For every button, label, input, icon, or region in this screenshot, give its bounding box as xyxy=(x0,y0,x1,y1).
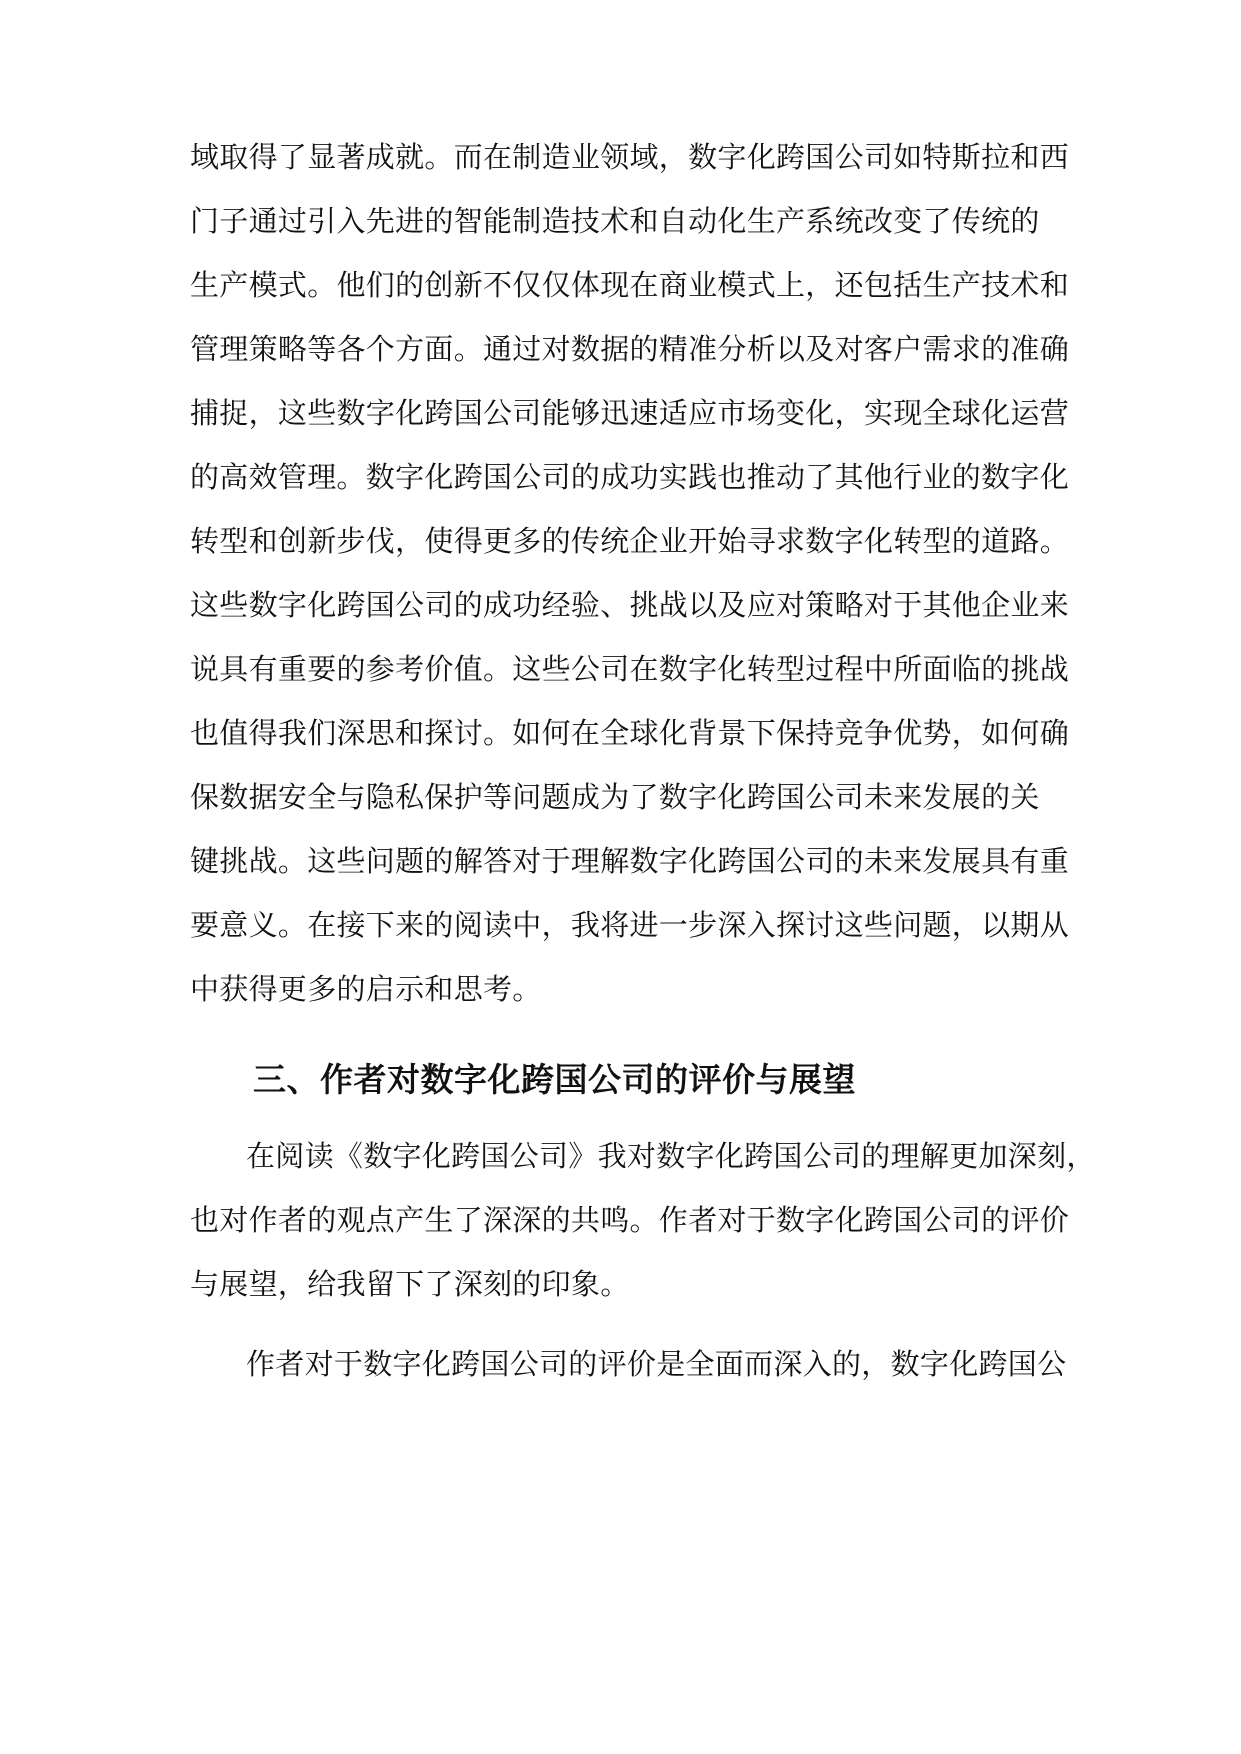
text-line: 中获得更多的启示和思考。 xyxy=(190,972,542,1006)
section-heading: 三、作者对数字化跨国公司的评价与展望 xyxy=(253,1060,856,1099)
text-line: 在阅读《数字化跨国公司》我对数字化跨国公司的理解更加深刻， xyxy=(246,1139,1096,1173)
text-line: 与展望，给我留下了深刻的印象。 xyxy=(190,1267,630,1301)
text-line: 捕捉，这些数字化跨国公司能够迅速适应市场变化，实现全球化运营 xyxy=(190,396,1070,430)
text-line: 这些数字化跨国公司的成功经验、挑战以及应对策略对于其他企业来 xyxy=(190,588,1070,622)
text-line: 生产模式。他们的创新不仅仅体现在商业模式上，还包括生产技术和 xyxy=(190,268,1070,302)
text-line: 键挑战。这些问题的解答对于理解数字化跨国公司的未来发展具有重 xyxy=(190,844,1070,878)
text-line: 说具有重要的参考价值。这些公司在数字化转型过程中所面临的挑战 xyxy=(190,652,1070,686)
text-line: 域取得了显著成就。而在制造业领域，数字化跨国公司如特斯拉和西 xyxy=(190,140,1070,174)
text-line: 也值得我们深思和探讨。如何在全球化背景下保持竞争优势，如何确 xyxy=(190,716,1070,750)
text-line: 要意义。在接下来的阅读中，我将进一步深入探讨这些问题，以期从 xyxy=(190,908,1070,942)
text-line: 保数据安全与隐私保护等问题成为了数字化跨国公司未来发展的关 xyxy=(190,780,1040,814)
text-line: 作者对于数字化跨国公司的评价是全面而深入的，数字化跨国公 xyxy=(246,1347,1067,1381)
text-line: 也对作者的观点产生了深深的共鸣。作者对于数字化跨国公司的评价 xyxy=(190,1203,1070,1237)
text-line: 转型和创新步伐，使得更多的传统企业开始寻求数字化转型的道路。 xyxy=(190,524,1070,558)
text-line: 门子通过引入先进的智能制造技术和自动化生产系统改变了传统的 xyxy=(190,204,1040,238)
text-line: 管理策略等各个方面。通过对数据的精准分析以及对客户需求的准确 xyxy=(190,332,1070,366)
text-line: 的高效管理。数字化跨国公司的成功实践也推动了其他行业的数字化 xyxy=(190,460,1070,494)
